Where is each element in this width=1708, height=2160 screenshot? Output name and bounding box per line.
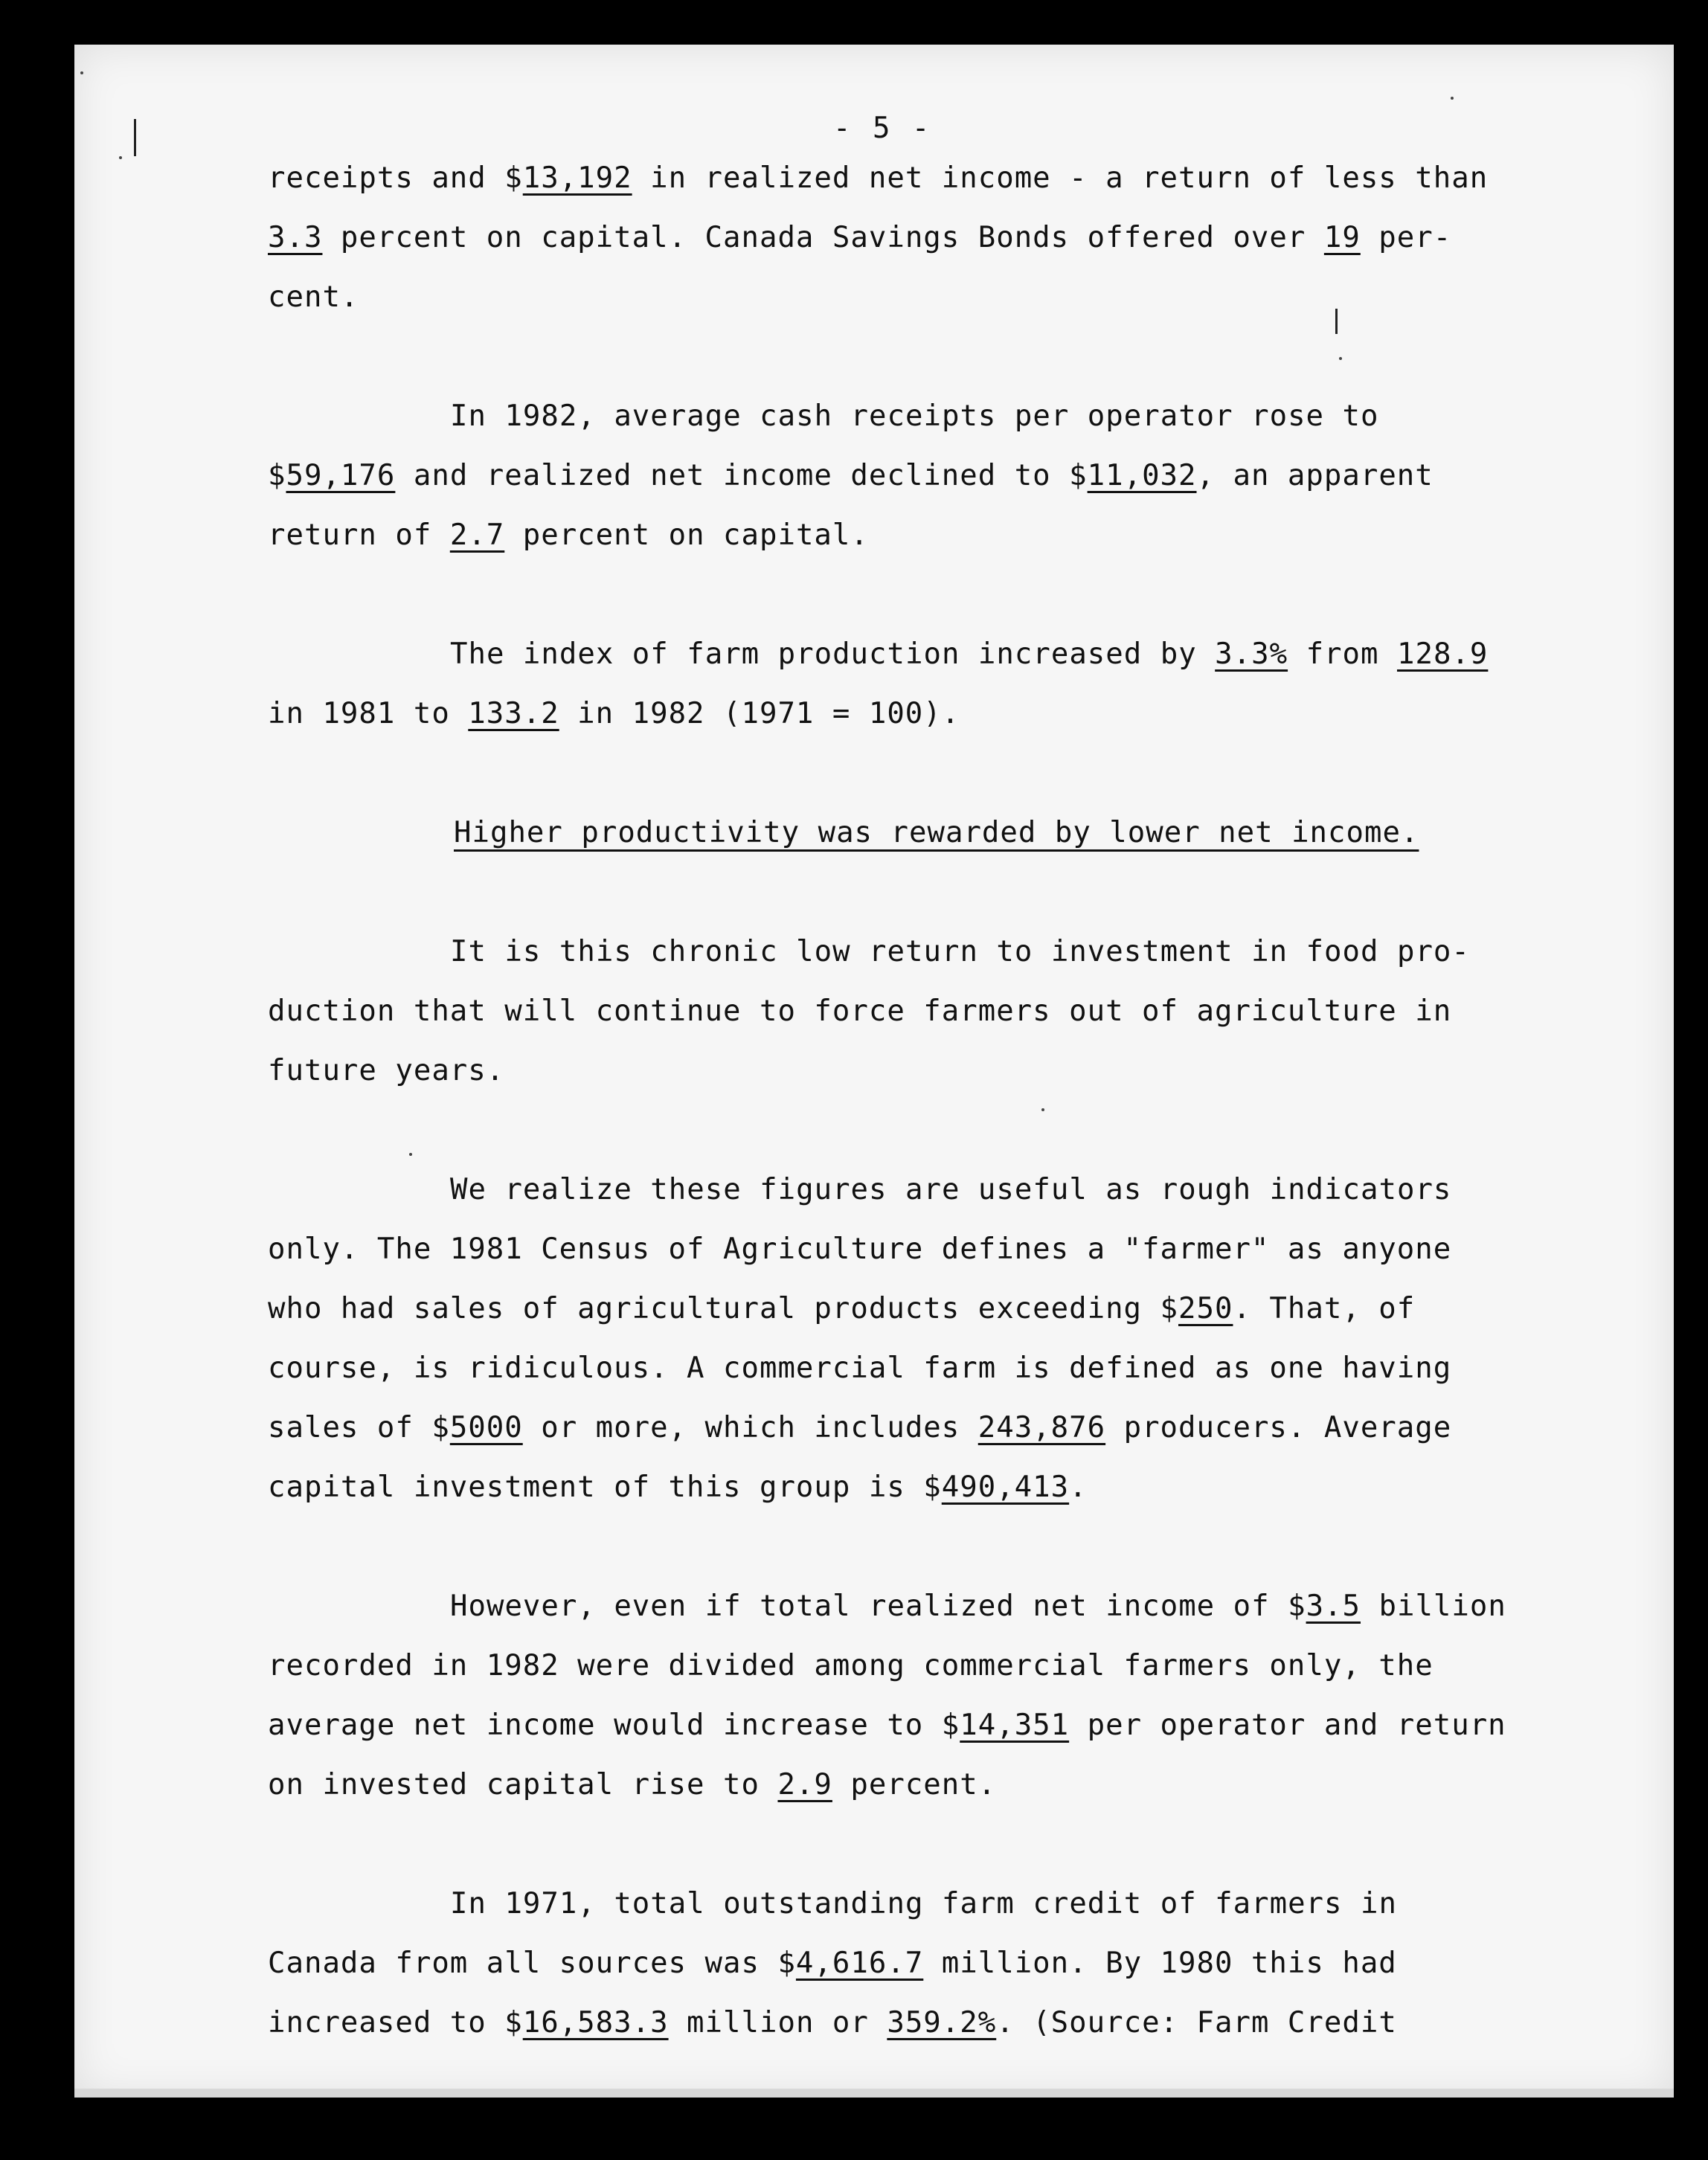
underlined-figure: 359.2% [887, 2006, 997, 2040]
paragraph-p1 [268, 387, 1622, 565]
underlined-figure: 3.5 [1306, 1590, 1361, 1623]
paragraph-gap [268, 1815, 1622, 1874]
text-line: $59,176 and realized net income declined to $11,032, an apparent [268, 459, 1434, 492]
text-line: receipts and $13,192 in realized net income - a return of less than [268, 161, 1489, 195]
text-line: capital investment of this group is $490,413. [268, 1470, 1088, 1504]
scan-mark [134, 119, 136, 156]
underlined-figure: 128.9 [1396, 637, 1489, 671]
text-line: increased to $16,583.3 million or 359.2%. (Source: Farm Credit [268, 2006, 1397, 2040]
scan-speck [80, 71, 83, 74]
text-line: in 1981 to 133.2 in 1982 (1971 = 100). [268, 697, 960, 730]
text-line: cent. [268, 280, 359, 314]
text-line: In 1982, average cash receipts per operator rose to [450, 399, 1379, 433]
text-line: future years. [268, 1054, 505, 1087]
underlined-figure: 4,616.7 [795, 1947, 924, 1980]
text-line: sales of $5000 or more, which includes 243,876 producers. Average [268, 1411, 1452, 1444]
text-line: who had sales of agricultural products exceeding $250. That, of [268, 1292, 1416, 1325]
underlined-figure: 133.2 [468, 697, 559, 730]
text-line: on invested capital rise to 2.9 percent. [268, 1768, 997, 1801]
document-page [74, 45, 1674, 2098]
underlined-figure: 16,583.3 [522, 2006, 669, 2040]
paragraph-gap [268, 1517, 1622, 1577]
text-line: course, is ridiculous. A commercial farm is defined as one having [268, 1351, 1452, 1385]
paragraph-gap [268, 327, 1622, 387]
text-line: Canada from all sources was $4,616.7 million. By 1980 this had [268, 1947, 1397, 1980]
underlined-figure: 3.3% [1215, 637, 1288, 671]
underlined-figure: 14,351 [960, 1709, 1070, 1742]
paragraph-gap [268, 565, 1622, 625]
underlined-figure: 243,876 [977, 1411, 1106, 1444]
underlined-figure: 5000 [449, 1411, 523, 1444]
text-line: recorded in 1982 were divided among commercial farmers only, the [268, 1649, 1434, 1682]
underlined-figure: 2.7 [449, 518, 505, 552]
text-line: We realize these figures are useful as rough indicators [450, 1173, 1452, 1206]
paragraph-gap [268, 863, 1622, 922]
text-line: average net income would increase to $14,351 per operator and return [268, 1709, 1506, 1742]
text-line: However, even if total realized net income of $3.5 billion [450, 1590, 1506, 1623]
document-body [268, 149, 1622, 2053]
paragraph-p0 [268, 149, 1622, 327]
scan-speck [119, 156, 122, 159]
paragraph-p6 [268, 1874, 1622, 2053]
underlined-figure: 2.9 [777, 1768, 832, 1801]
text-line: 3.3 percent on capital. Canada Savings Bonds offered over 19 per- [268, 221, 1452, 254]
paragraph-gap [268, 1101, 1622, 1160]
text-line: The index of farm production increased by 3.3% from 128.9 [450, 637, 1489, 671]
heading-text: Higher productivity was rewarded by lower net income. [454, 816, 1419, 849]
scan-speck [1451, 97, 1454, 100]
underlined-figure: 19 [1323, 221, 1361, 254]
paragraph-p3 [268, 922, 1622, 1101]
text-line: return of 2.7 percent on capital. [268, 518, 869, 552]
section-heading [268, 803, 1622, 863]
underlined-figure: 250 [1178, 1292, 1233, 1325]
underlined-figure: 11,032 [1087, 459, 1197, 492]
text-line: only. The 1981 Census of Agriculture defines a "farmer" as anyone [268, 1232, 1452, 1266]
paragraph-gap [268, 744, 1622, 803]
underlined-figure: 13,192 [522, 161, 632, 195]
paragraph-p5 [268, 1577, 1622, 1815]
underlined-figure: 490,413 [941, 1470, 1070, 1504]
text-line: In 1971, total outstanding farm credit of farmers in [450, 1887, 1397, 1920]
underlined-figure: 59,176 [286, 459, 396, 492]
underlined-figure: 3.3 [268, 221, 323, 254]
text-line: duction that will continue to force farmers out of agriculture in [268, 994, 1452, 1028]
paragraph-p2 [268, 625, 1622, 744]
page-number: - 5 - [833, 112, 932, 145]
text-line: It is this chronic low return to investment in food pro- [450, 935, 1470, 968]
paragraph-p4 [268, 1160, 1622, 1517]
